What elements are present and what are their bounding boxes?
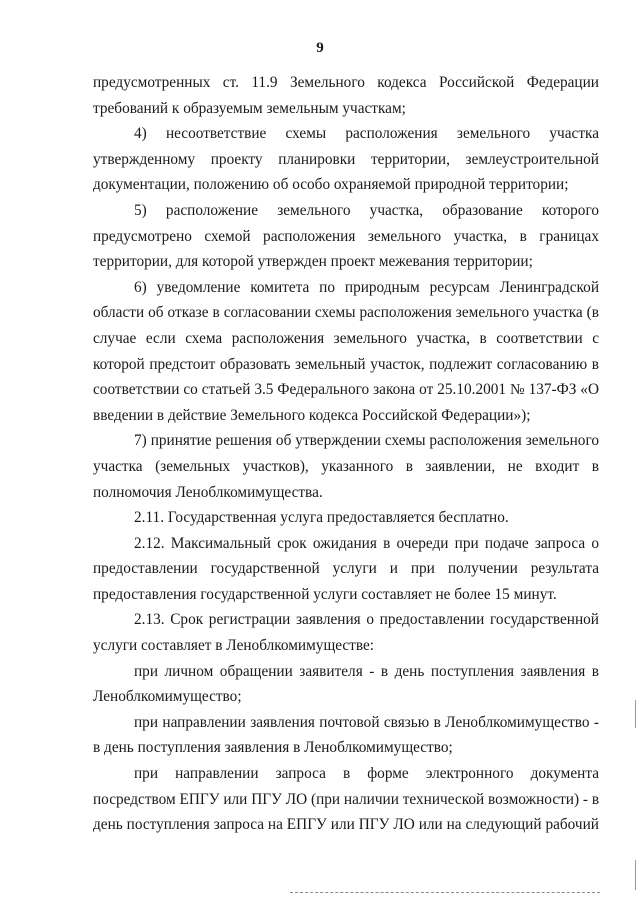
text-line: при направлении заявления почтовой связью в Леноблкомимущество - bbox=[134, 713, 599, 731]
text-line: 2.12. Максимальный срок ожидания в очереди при подаче запроса о bbox=[134, 534, 599, 552]
text-line: при личном обращении заявителя - в день поступления заявления в bbox=[134, 662, 599, 680]
text-line: предоставлении государственной услуги и при получении результата bbox=[93, 560, 599, 578]
page-number: 9 bbox=[316, 40, 324, 56]
text-line: документации, положению об особо охраняемой природной территории; bbox=[93, 176, 569, 194]
text-line: день поступления запроса на ЕПГУ или ПГУ ЛО или на следующий рабочий bbox=[93, 816, 599, 834]
text-line: случае если схема расположения земельного участка, в соответствии с bbox=[93, 329, 599, 347]
text-line: полномочия Леноблкомимущества. bbox=[93, 483, 323, 501]
text-line: соответствии со статьей 3.5 Федерального закона от 25.10.2001 № 137-ФЗ «О bbox=[93, 381, 599, 399]
text-line: посредством ЕПГУ или ПГУ ЛО (при наличии технической возможности) - в bbox=[93, 790, 600, 808]
text-line: 5) расположение земельного участка, образование которого bbox=[134, 201, 599, 219]
text-line: 2.13. Срок регистрации заявления о предоставлении государственной bbox=[134, 611, 599, 629]
text-line: в день поступления заявления в Леноблкомимущество; bbox=[93, 739, 453, 757]
text-line: территории, для которой утвержден проект межевания территории; bbox=[93, 253, 533, 271]
text-line: утвержденному проекту планировки территории, землеустроительной bbox=[93, 150, 599, 168]
text-line: услуги составляет в Леноблкомимуществе: bbox=[93, 637, 375, 655]
scan-edge-mark bbox=[635, 700, 636, 728]
text-line: 4) несоответствие схемы расположения земельного участка bbox=[134, 125, 599, 143]
text-line: участка (земельных участков), указанного в заявлении, не входит в bbox=[93, 457, 599, 475]
text-line: Леноблкомимущество; bbox=[93, 688, 242, 706]
text-line: 2.11. Государственная услуга предоставляется бесплатно. bbox=[134, 509, 509, 527]
text-line: предусмотрено схемой расположения земельного участка, в границах bbox=[93, 227, 599, 245]
text-line: при направлении запроса в форме электронного документа bbox=[134, 765, 599, 783]
text-line: предоставления государственной услуги составляет не более 15 минут. bbox=[93, 585, 557, 603]
text-line: области об отказе в согласовании схемы расположения земельного участка (в bbox=[93, 304, 599, 322]
footer-rule bbox=[290, 892, 600, 893]
text-line: требований к образуемым земельным участкам; bbox=[93, 99, 406, 117]
text-line: введении в действие Земельного кодекса Российской Федерации»); bbox=[93, 406, 531, 424]
scan-edge-mark bbox=[635, 860, 636, 890]
document-body bbox=[93, 70, 599, 838]
text-line: 6) уведомление комитета по природным ресурсам Ленинградской bbox=[134, 278, 599, 296]
text-line: предусмотренных ст. 11.9 Земельного кодекса Российской Федерации bbox=[93, 74, 599, 91]
text-line: которой предстоит образовать земельный участок, подлежит согласованию в bbox=[93, 355, 599, 373]
text-line: 7) принятие решения об утверждении схемы расположения земельного bbox=[134, 432, 599, 450]
